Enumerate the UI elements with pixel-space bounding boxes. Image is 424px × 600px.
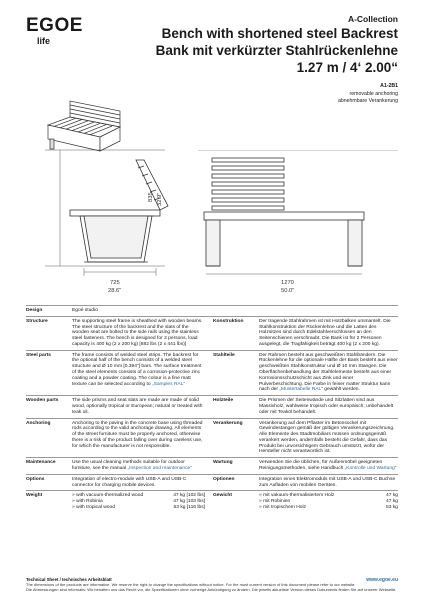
samples-ral-link[interactable]: „Samples RAL“: [151, 381, 186, 387]
steel-text: The frame consists of welded steel strips. The backrest for the optional half of the bench consists of a welded steel structure and Ø 10 mm [0.394"] bars. The surface treatment of the steel elements consists of a corrosion-protective zinc coating and a powder coating. The colour is a fine matt texture can be selected according to: [72, 352, 202, 387]
konstruktion-text: Der tragende Stahlrahmen ist mit Holzbalken ummantelt. Die Stahlkonstruktion der Rückenlehne und die Latten des Holzsitzes sind durch Edelstahlverschlüssen an den Seitenschienen verschraubt. Die Bank ist für 2 Personen ausgelegt, die Tragfähigkeit beträgt 400 kg (2 x 200 kg).: [259, 318, 391, 347]
website-link[interactable]: www.egoe.eu: [366, 577, 398, 583]
stahlteile-label: Stahlteile: [213, 352, 235, 358]
brand-logo: EGOE: [26, 15, 83, 36]
steel-row: [26, 350, 398, 395]
width-mm: 1270: [281, 280, 294, 286]
height-in: 32.9": [157, 192, 163, 206]
option-en: removable anchoring: [349, 91, 398, 97]
stahlteile-text: Der Rahmen besteht aus geschweißten Stahlbändern. Die Rückenlehne für die optionale Hälfte der Bank besteht aus einer geschweißten Stahlkonstruktur und Ø 10 mm Stangen. Die Oberflächenbehandlung der Stahlelemente besteht aus einer Korrosionsschutzschicht aus Zink und einer Pulverbeschichtung. Die Farbe in feiner matter Struktur kann nach der: [259, 352, 398, 393]
width-in: 50.0": [281, 288, 295, 294]
holzteile-text: Die Prismen der Seitenwände und Sitzlatten sind aus Massivholz, wahlweise tropisch oder europäisch; unbehandelt oder mit Teaköl behandelt.: [259, 398, 394, 415]
weight-item: » with vacuum-thermalized wood 47 kg [102 lbs]: [72, 493, 205, 499]
gewicht-label: Gewicht: [213, 493, 233, 499]
product-size: 1.27 m / 4‘ 2.00“: [296, 60, 398, 75]
optionen-text: Integration eines Elektromoduls mit USB-A und USB-C Buchse zum Aufladen von mobilen Geräten.: [259, 476, 396, 488]
mustertabelle-link[interactable]: „Mustertabelle RAL“: [279, 387, 323, 393]
options-row: [26, 474, 398, 491]
verankerung-text: Verankerung auf dem Pflaster im Betonsockel mit Gewindestangen gemäß der gültigen Verankerungszeichnung. Alle Elemente des Stadtmobiliars müssen ordnungsgemäß verankert werden, andernfalls besteht die Gefahr, dass das Produkt bei unvorsichtigem Gebrauch umstürzt, wofür der Hersteller nicht verantwortlich ist.: [259, 420, 395, 455]
front-view-drawing: [198, 150, 398, 280]
optionen-label: Optionen: [213, 476, 235, 482]
options-text: Integration of electro-module with USB-A and USB-C connector for charging mobile devices.: [72, 476, 187, 488]
design-label: Design: [26, 308, 43, 313]
depth-in: 28.6": [108, 288, 122, 294]
footer-line1: The dimensions of the products are informative. We reserve the right to change the specifications without notice. For the most current version of this document please refer to our website.: [26, 582, 356, 587]
weight-item: » with tropical wood 53 kg [116 lbs]: [72, 504, 205, 510]
wood-text: The side prisms and seat slats are made are made of solid wood, optionally tropical or European; natural or treated with teak oil.: [72, 398, 203, 415]
footer: [26, 577, 398, 592]
kontrolle-link[interactable]: „Kontrolle und Wartung“: [344, 465, 397, 471]
konstruktion-label: Konstruktion: [213, 318, 244, 324]
title-de: Bank mit verkürzter Stahlrückenlehne: [155, 43, 398, 58]
footer-line2: Die Abmessungen sind informativ. Wir behalten uns das Recht vor, die Spezifikationen ohne vorherige Ankündigung zu ändern. Die jeweils aktuellste Version dieses Dokuments finden Sie auf unserer Webseite.: [26, 587, 397, 592]
anchoring-row: [26, 418, 398, 458]
wartung-text: Verwenden Sie die üblichen, für Außenmöbel geeigneten Reinigungsmethoden, siehe Handbuch: [259, 460, 383, 471]
steel-label: Steel parts: [26, 352, 52, 358]
footer-title: Technical Sheet / technisches Arbeitsblatt: [26, 577, 112, 582]
structure-text: The supporting steel frame is sheathed with wooden beams. The steel structure of the backrest and the slats of the wooden seat are bolted to the side rails using the stainless steel fasteners. The bench is designed for 2 persons, load capacity is 400 kg (2 x 200 kg) [882 lbs (2 x 441 lbs)]: [72, 318, 203, 347]
maintenance-row: [26, 457, 398, 474]
title-en: Bench with shortened steel Backrest: [161, 26, 398, 41]
wood-row: [26, 395, 398, 417]
inspection-link[interactable]: „Inspection and maintenance“: [127, 465, 192, 471]
weight-row: [26, 490, 398, 512]
collection-name: A-Collection: [347, 14, 398, 24]
gewicht-item: » mit Robinien 47 kg: [259, 499, 398, 505]
depth-mm: 725: [110, 280, 120, 286]
maintenance-text: Use the usual cleaning methods suitable for outdoor furniture, see the manual: [72, 460, 185, 471]
gewicht-item: » mit vakuum-thermalisiertem Holz 47 kg: [259, 493, 398, 499]
product-code: A1-2B1: [380, 83, 398, 89]
anchoring-text: Anchoring to the paving in the concrete base using threaded rods according to the valid anchorage drawing. All elements of the street furniture must be properly anchored, otherwise there is a risk of the product falling over during careless use, for which the manufacturer is not responsible.: [72, 420, 203, 449]
anchoring-label: Anchoring: [26, 420, 51, 426]
option-de: abnehmbare Verankerung: [338, 98, 398, 104]
gewicht-item: » mit tropischem Holz 53 kg: [259, 504, 398, 510]
weight-item: » with Robinia 47 kg [103 lbs]: [72, 499, 205, 505]
stahlteile-tail: gewählt werden.: [324, 387, 360, 393]
structure-row: [26, 316, 398, 350]
spec-table: [26, 305, 398, 513]
wood-label: Wooden parts: [26, 398, 59, 404]
structure-label: Structure: [26, 318, 48, 324]
holzteile-label: Holzteile: [213, 398, 234, 404]
design-value: Egoé studio: [72, 308, 98, 313]
weight-label: Weight: [26, 493, 43, 499]
options-label: Options: [26, 476, 45, 482]
design-row: [26, 305, 398, 316]
wartung-label: Wartung: [213, 460, 233, 466]
height-mm: 835: [148, 192, 154, 202]
verankerung-label: Verankerung: [213, 420, 243, 426]
maintenance-label: Maintenance: [26, 460, 56, 466]
brand-sub: life: [37, 36, 51, 46]
